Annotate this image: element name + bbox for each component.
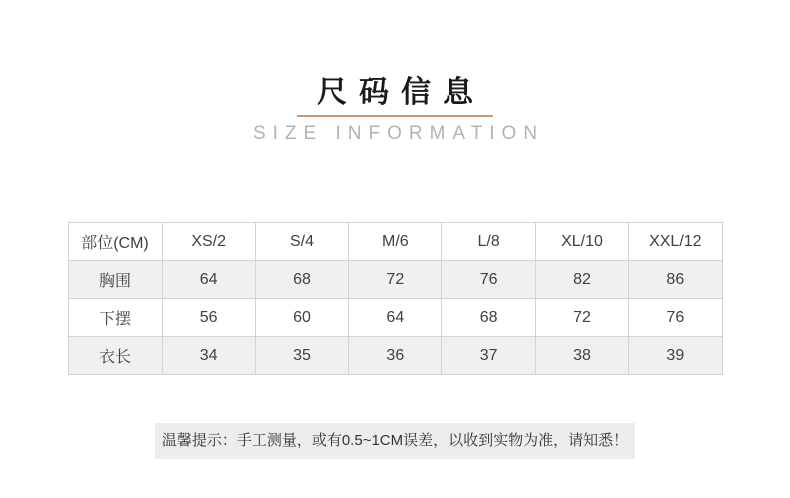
column-header-size: XXL/12 bbox=[629, 223, 722, 261]
table-row bbox=[68, 337, 722, 375]
row-label-cell: 下摆 bbox=[68, 299, 162, 337]
section-header bbox=[0, 0, 790, 143]
title-divider-line bbox=[297, 115, 493, 117]
column-header-size: XL/10 bbox=[535, 223, 628, 261]
measurement-value-cell: 56 bbox=[162, 299, 255, 337]
measurement-value-cell: 72 bbox=[349, 261, 442, 299]
table-row bbox=[68, 299, 722, 337]
measurement-value-cell: 36 bbox=[349, 337, 442, 375]
column-header-size: XS/2 bbox=[162, 223, 255, 261]
table-row bbox=[68, 261, 722, 299]
column-header-size: S/4 bbox=[255, 223, 348, 261]
measurement-value-cell: 86 bbox=[629, 261, 722, 299]
section-title: 尺码信息 bbox=[317, 76, 485, 109]
measurement-value-cell: 82 bbox=[535, 261, 628, 299]
measurement-value-cell: 64 bbox=[349, 299, 442, 337]
measurement-value-cell: 37 bbox=[442, 337, 535, 375]
measurement-value-cell: 68 bbox=[255, 261, 348, 299]
measurement-value-cell: 34 bbox=[162, 337, 255, 375]
measurement-value-cell: 64 bbox=[162, 261, 255, 299]
measurement-value-cell: 39 bbox=[629, 337, 722, 375]
table-header-row bbox=[68, 223, 722, 261]
measurement-value-cell: 35 bbox=[255, 337, 348, 375]
row-label-cell: 胸围 bbox=[68, 261, 162, 299]
row-label-cell: 衣长 bbox=[68, 337, 162, 375]
column-header-part: 部位(CM) bbox=[68, 223, 162, 261]
measurement-value-cell: 76 bbox=[629, 299, 722, 337]
measurement-value-cell: 72 bbox=[535, 299, 628, 337]
measurement-tip-bar: 温馨提示：手工测量，或有0.5~1CM误差，以收到实物为准，请知悉！ bbox=[155, 423, 635, 459]
measurement-value-cell: 60 bbox=[255, 299, 348, 337]
measurement-value-cell: 38 bbox=[535, 337, 628, 375]
column-header-size: M/6 bbox=[349, 223, 442, 261]
table-body bbox=[68, 261, 722, 375]
section-subtitle: SIZE INFORMATION bbox=[252, 123, 545, 144]
measurement-value-cell: 76 bbox=[442, 261, 535, 299]
column-header-size: L/8 bbox=[442, 223, 535, 261]
size-table bbox=[68, 222, 723, 375]
measurement-value-cell: 68 bbox=[442, 299, 535, 337]
